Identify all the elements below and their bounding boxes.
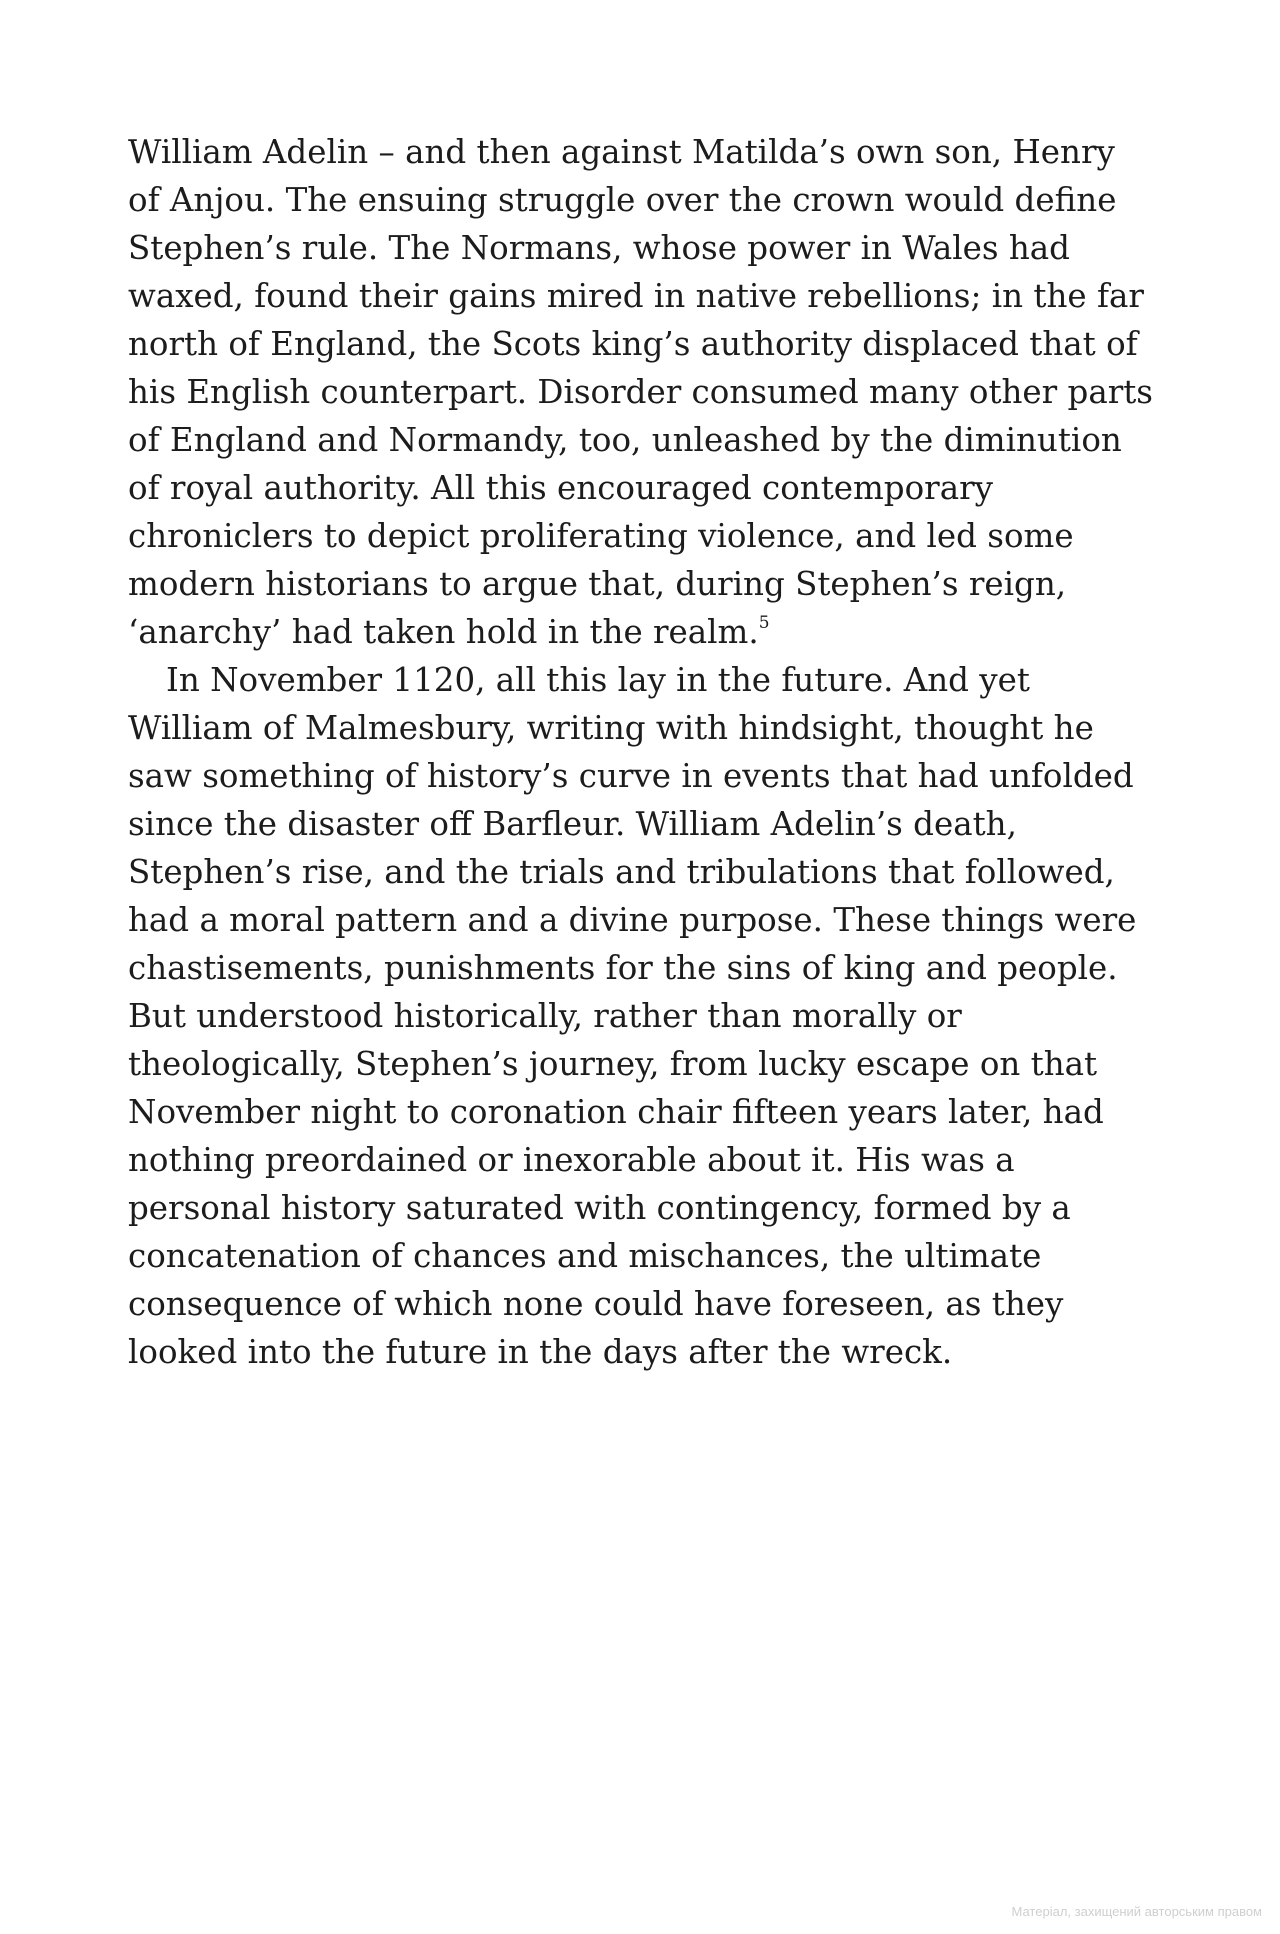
text-line: But understood historically, rather than morally or xyxy=(128,997,962,1035)
text-line: Stephen’s rule. The Normans, whose power in Wales had xyxy=(128,229,1070,267)
text-line: William of Malmesbury, writing with hindsight, thought he xyxy=(128,709,1094,747)
footnote-reference[interactable]: 5 xyxy=(758,613,770,633)
text-line: had a moral pattern and a divine purpose. These things were xyxy=(128,901,1137,939)
text-line: personal history saturated with contingency, formed by a xyxy=(128,1189,1071,1227)
text-line: of Anjou. The ensuing struggle over the crown would define xyxy=(128,181,1117,219)
text-line: November night to coronation chair fifteen years later, had xyxy=(128,1093,1104,1131)
text-line: looked into the future in the days after the wreck. xyxy=(128,1333,953,1371)
text-line: consequence of which none could have foreseen, as they xyxy=(128,1285,1064,1323)
text-line: Stephen’s rise, and the trials and tribulations that followed, xyxy=(128,853,1115,891)
text-line: of royal authority. All this encouraged contemporary xyxy=(128,469,993,507)
text-line: north of England, the Scots king’s authority displaced that of xyxy=(128,325,1138,363)
text-line: nothing preordained or inexorable about it. His was a xyxy=(128,1141,1015,1179)
text-line: of England and Normandy, too, unleashed by the diminution xyxy=(128,421,1122,459)
text-line-last xyxy=(128,608,770,656)
text-line: chastisements, punishments for the sins of king and people. xyxy=(128,949,1118,987)
text-line: William Adelin – and then against Matilda’s own son, Henry xyxy=(128,133,1115,171)
text-line: theologically, Stephen’s journey, from lucky escape on that xyxy=(128,1045,1098,1083)
copyright-watermark: Матеріал, захищений авторським правом xyxy=(1011,1904,1262,1919)
text-line: concatenation of chances and mischances, the ultimate xyxy=(128,1237,1042,1275)
text-line: chroniclers to depict proliferating violence, and led some xyxy=(128,517,1074,555)
text-line: modern historians to argue that, during Stephen’s reign, xyxy=(128,565,1067,603)
text-line-content: ‘anarchy’ had taken hold in the realm. xyxy=(128,613,759,651)
text-line: since the disaster off Barfleur. William Adelin’s death, xyxy=(128,805,1017,843)
body-text xyxy=(128,128,1153,1408)
text-line-first-indent: In November 1120, all this lay in the future. And yet xyxy=(166,661,1030,699)
text-line: saw something of history’s curve in events that had unfolded xyxy=(128,757,1134,795)
text-line: his English counterpart. Disorder consumed many other parts xyxy=(128,373,1153,411)
text-line: waxed, found their gains mired in native rebellions; in the far xyxy=(128,277,1144,315)
